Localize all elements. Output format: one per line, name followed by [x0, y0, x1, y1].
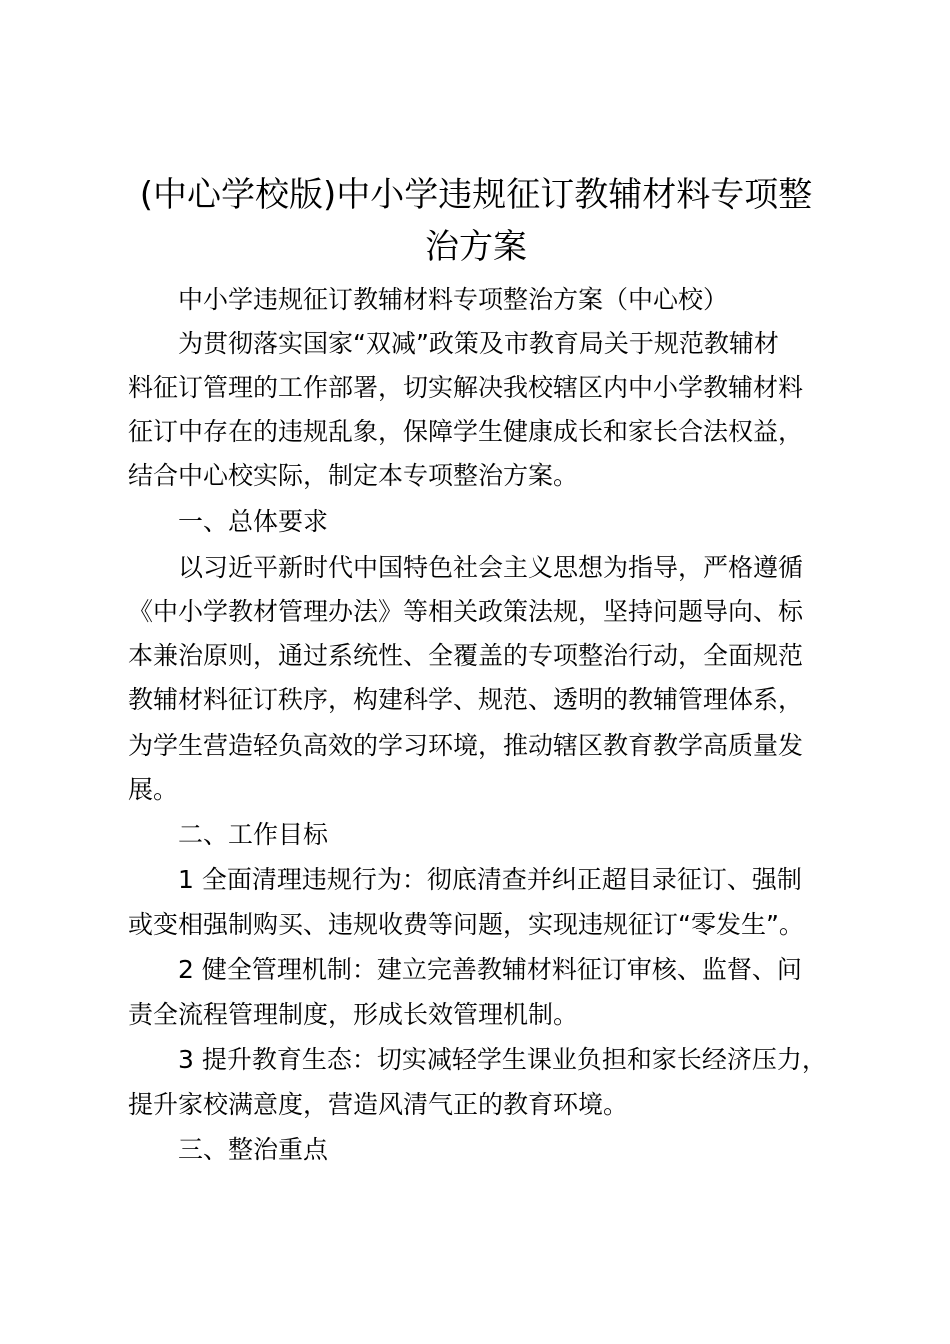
paragraph-line: 本兼治原则，通过系统性、全覆盖的专项整治行动，全面规范: [128, 641, 804, 670]
section-heading-2: 二、工作目标: [178, 820, 329, 849]
paragraph-line: 征订中存在的违规乱象，保障学生健康成长和家长合法权益，: [128, 417, 804, 446]
document-title-line-1: (中心学校版)中小学违规征订教辅材料专项整: [139, 175, 813, 215]
document-subtitle: 中小学违规征订教辅材料专项整治方案（中心校）: [178, 285, 729, 314]
paragraph-line: 展。: [128, 775, 179, 804]
paragraph-line: 提升家校满意度，营造风清气正的教育环境。: [128, 1090, 629, 1119]
paragraph-line: 2 健全管理机制：建立完善教辅材料征订审核、监督、问: [178, 955, 802, 984]
document-title-line-2: 治方案: [425, 227, 527, 267]
paragraph-line: 以习近平新时代中国特色社会主义思想为指导，严格遵循: [178, 553, 804, 582]
paragraph-line: 教辅材料征订秩序，构建科学、规范、透明的教辅管理体系，: [128, 685, 804, 714]
section-heading-3: 三、整治重点: [178, 1135, 329, 1164]
paragraph-line: 1 全面清理违规行为：彻底清查并纠正超目录征订、强制: [178, 865, 802, 894]
paragraph-line: 料征订管理的工作部署，切实解决我校辖区内中小学教辅材料: [128, 373, 804, 402]
paragraph-line: 《中小学教材管理办法》等相关政策法规，坚持问题导向、标: [128, 597, 804, 626]
paragraph-line: 或变相强制购买、违规收费等问题，实现违规征订“零发生”。: [128, 910, 804, 939]
paragraph-line: 责全流程管理制度，形成长效管理机制。: [128, 1000, 579, 1029]
section-heading-1: 一、总体要求: [178, 507, 329, 536]
paragraph-line: 3 提升教育生态：切实减轻学生课业负担和家长经济压力，: [178, 1045, 827, 1074]
paragraph-line: 为学生营造轻负高效的学习环境，推动辖区教育教学高质量发: [128, 731, 804, 760]
paragraph-line: 为贯彻落实国家“双减”政策及市教育局关于规范教辅材: [178, 329, 779, 358]
paragraph-line: 结合中心校实际，制定本专项整治方案。: [128, 461, 579, 490]
